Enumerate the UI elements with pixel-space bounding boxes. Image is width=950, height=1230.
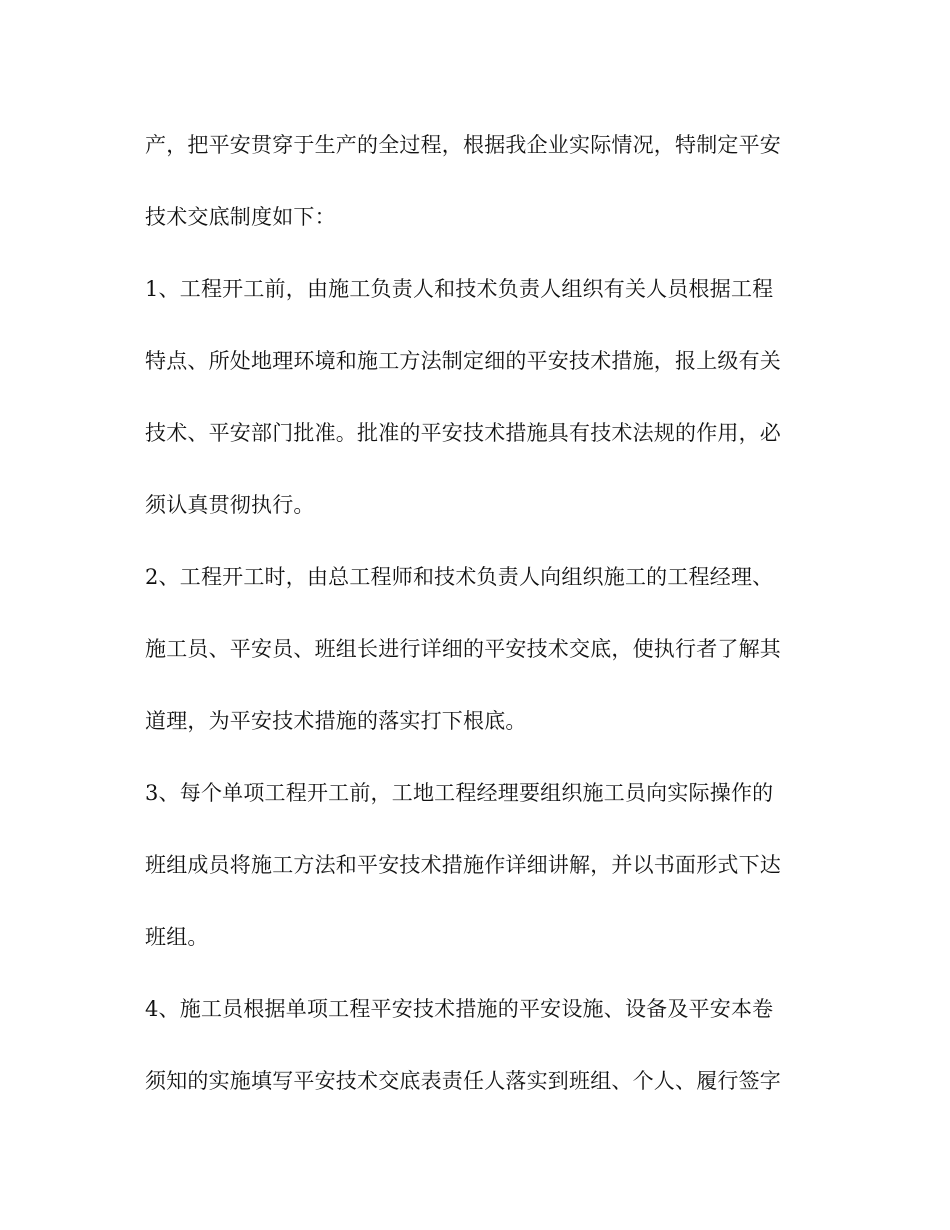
text-line: 施工员、平安员、班组长进行详细的平安技术交底，使执行者了解其 bbox=[145, 637, 781, 661]
text-line: 3、每个单项工程开工前，工地工程经理要组织施工员向实际操作的 bbox=[145, 781, 774, 805]
text-line: 4、施工员根据单项工程平安技术措施的平安设施、设备及平安本卷 bbox=[145, 997, 774, 1021]
document-body bbox=[145, 123, 825, 1131]
text-line: 班组。 bbox=[145, 925, 209, 949]
text-line: 道理，为平安技术措施的落实打下根底。 bbox=[145, 709, 527, 733]
text-line: 技术、平安部门批准。批准的平安技术措施具有技术法规的作用，必 bbox=[145, 421, 781, 445]
text-line: 须认真贯彻执行。 bbox=[145, 493, 315, 517]
text-line: 须知的实施填写平安技术交底表责任人落实到班组、个人、履行签字 bbox=[145, 1069, 781, 1093]
text-line: 班组成员将施工方法和平安技术措施作详细讲解，并以书面形式下达 bbox=[145, 853, 781, 877]
text-line: 2、工程开工时，由总工程师和技术负责人向组织施工的工程经理、 bbox=[145, 565, 774, 589]
text-line: 产，把平安贯穿于生产的全过程，根据我企业实际情况，特制定平安 bbox=[145, 133, 781, 157]
text-line: 特点、所处地理环境和施工方法制定细的平安技术措施，报上级有关 bbox=[145, 349, 781, 373]
text-line: 1、工程开工前，由施工负责人和技术负责人组织有关人员根据工程 bbox=[145, 277, 774, 301]
text-line: 技术交底制度如下： bbox=[145, 205, 336, 229]
